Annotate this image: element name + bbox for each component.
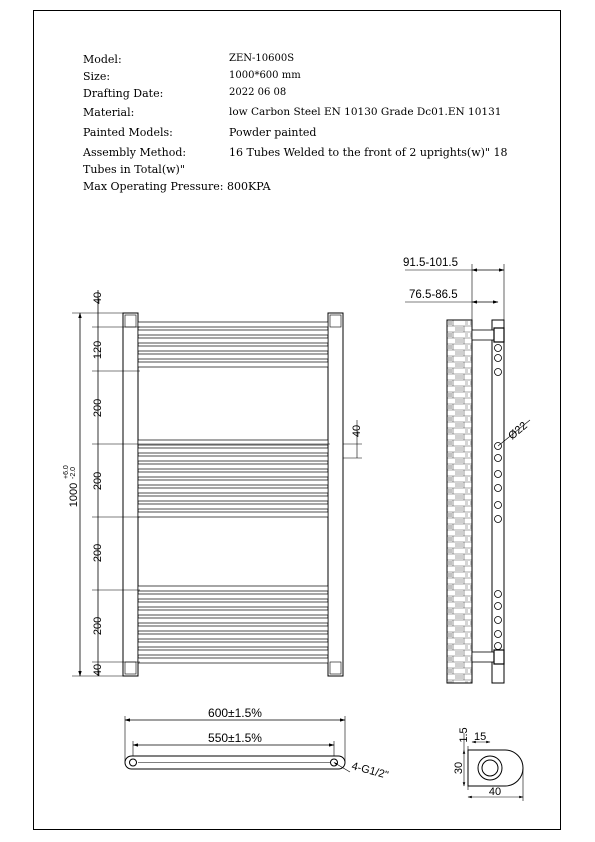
horizontal-tube — [138, 626, 328, 631]
material-label: Material: — [83, 106, 135, 119]
bottom-view — [125, 706, 390, 782]
overall-height-lower-tolerance: -2.0 — [70, 466, 77, 479]
dim-top-40: 40 — [92, 291, 104, 305]
horizontal-tube — [138, 464, 328, 469]
horizontal-tube — [138, 330, 328, 335]
depth-inner-label: 76.5-86.5 — [409, 289, 458, 301]
dim-200-fourth: 200 — [92, 616, 104, 636]
tube-section — [495, 345, 502, 352]
horizontal-tube — [138, 658, 328, 663]
detail-dim-40: 40 — [488, 786, 502, 798]
bracket-detail-view — [453, 727, 523, 801]
tube-section — [495, 502, 502, 509]
tube-section — [495, 603, 502, 610]
horizontal-tube — [138, 586, 328, 591]
horizontal-tube — [138, 322, 328, 327]
width-centres-label: 550±1.5% — [208, 731, 262, 745]
detail-dim-15: 15 — [474, 731, 487, 743]
tube-diameter-label: Ø22 — [506, 419, 530, 443]
tube-section — [495, 643, 502, 650]
horizontal-tube — [138, 594, 328, 599]
wall-section — [447, 320, 472, 683]
horizontal-tube — [138, 346, 328, 351]
left-upright — [123, 313, 138, 676]
model-label: Model: — [83, 53, 122, 66]
dim-120: 120 — [92, 340, 104, 360]
painted-models-label: Painted Models: — [83, 126, 173, 139]
drafting-date-value: 2022 06 08 — [229, 87, 287, 98]
bracket-hole — [482, 760, 498, 776]
bottom-bracket — [472, 652, 494, 662]
width-outer-label: 600±1.5% — [208, 706, 262, 720]
model-value: ZEN-10600S — [229, 53, 295, 64]
horizontal-tube — [138, 448, 328, 453]
painted-models-value: Powder painted — [229, 126, 317, 139]
front-view — [63, 290, 363, 676]
horizontal-tube — [138, 642, 328, 647]
size-value: 1000*600 mm — [229, 70, 301, 81]
tube-section — [495, 516, 502, 523]
horizontal-tube — [138, 650, 328, 655]
top-bracket-clamp — [494, 328, 504, 342]
tube-section — [495, 591, 502, 598]
overall-height-upper-tolerance: +6.0 — [63, 465, 70, 479]
horizontal-tube — [138, 610, 328, 615]
horizontal-tube — [138, 338, 328, 343]
side-view — [403, 257, 530, 683]
horizontal-tube — [138, 602, 328, 607]
tube-section — [495, 355, 502, 362]
thread-label: 4-G1/2" — [350, 760, 390, 782]
horizontal-tube — [138, 362, 328, 367]
horizontal-tube — [138, 634, 328, 639]
horizontal-tubes — [138, 322, 328, 663]
size-label: Size: — [83, 70, 111, 83]
horizontal-tube — [138, 456, 328, 461]
tube-section — [495, 631, 502, 638]
dim-gap-40: 40 — [351, 424, 363, 438]
right-upright — [328, 313, 343, 676]
tube-section — [495, 369, 502, 376]
overall-height-main: 1000 — [68, 482, 80, 508]
horizontal-tube — [138, 496, 328, 501]
tube-section — [495, 455, 502, 462]
horizontal-tube — [138, 354, 328, 359]
assembly-method-value: 16 Tubes Welded to the front of 2 uprights(w)" 18 — [229, 146, 508, 159]
max-pressure-value: 800KPA — [227, 180, 271, 193]
horizontal-tube — [138, 618, 328, 623]
left-inlet-port — [130, 759, 137, 766]
assembly-method-label: Assembly Method: — [83, 146, 187, 159]
overall-height-label — [63, 465, 80, 507]
horizontal-tube — [138, 488, 328, 493]
max-pressure-label: Max Operating Pressure: — [83, 180, 224, 193]
dim-bottom-40: 40 — [92, 663, 104, 677]
depth-outer-label: 91.5-101.5 — [403, 257, 458, 269]
horizontal-tube — [138, 472, 328, 477]
horizontal-tube — [138, 480, 328, 485]
tube-section — [495, 485, 502, 492]
horizontal-tube — [138, 504, 328, 509]
top-bracket — [472, 330, 494, 340]
detail-dim-30: 30 — [453, 761, 465, 775]
assembly-method-value-continued: Tubes in Total(w)" — [83, 163, 185, 176]
drafting-date-label: Drafting Date: — [83, 87, 164, 100]
tube-section — [495, 617, 502, 624]
dim-200-first: 200 — [92, 398, 104, 418]
dim-200-third: 200 — [92, 543, 104, 563]
material-value: low Carbon Steel EN 10130 Grade Dc01.EN 10131 — [229, 106, 502, 118]
bottom-bracket-clamp — [494, 650, 504, 664]
tube-section — [495, 471, 502, 478]
dim-200-second: 200 — [92, 471, 104, 491]
detail-dim-1-5: 1.5 — [458, 727, 470, 743]
horizontal-tube — [138, 512, 328, 517]
